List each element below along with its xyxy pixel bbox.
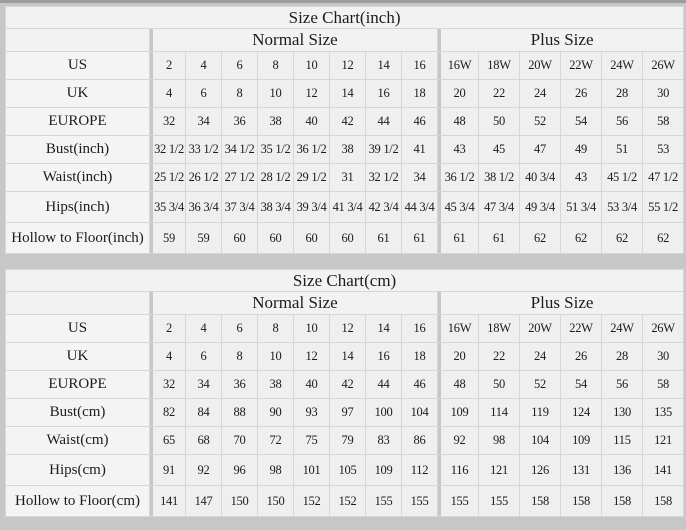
size-cell: 155 bbox=[479, 486, 519, 516]
size-cell: 91 bbox=[150, 455, 185, 485]
size-cell: 20W bbox=[520, 315, 560, 342]
table-row bbox=[6, 80, 683, 107]
size-cell: 26 1/2 bbox=[186, 164, 221, 191]
row-label: UK bbox=[6, 80, 149, 107]
size-cell: 30 bbox=[643, 80, 683, 107]
table-row bbox=[6, 427, 683, 454]
size-cell: 14 bbox=[366, 315, 401, 342]
size-cell: 52 bbox=[520, 371, 560, 398]
size-cell: 54 bbox=[561, 108, 601, 135]
size-cell: 158 bbox=[520, 486, 560, 516]
size-cell: 34 1/2 bbox=[222, 136, 257, 163]
size-cell: 25 1/2 bbox=[150, 164, 185, 191]
size-cell: 59 bbox=[186, 223, 221, 253]
size-cell: 51 bbox=[602, 136, 642, 163]
size-cell: 105 bbox=[330, 455, 365, 485]
size-cell: 58 bbox=[643, 108, 683, 135]
size-cell: 62 bbox=[561, 223, 601, 253]
table-row bbox=[6, 343, 683, 370]
size-cell: 16 bbox=[402, 315, 437, 342]
size-cell: 30 bbox=[643, 343, 683, 370]
size-cell: 38 bbox=[330, 136, 365, 163]
table-row bbox=[6, 164, 683, 191]
size-cell: 53 3/4 bbox=[602, 192, 642, 222]
size-cell: 22W bbox=[561, 52, 601, 79]
size-cell: 12 bbox=[294, 343, 329, 370]
size-cell: 49 bbox=[561, 136, 601, 163]
size-cell: 44 bbox=[366, 371, 401, 398]
size-cell: 92 bbox=[438, 427, 478, 454]
group-header-plus-size: Plus Size bbox=[438, 292, 683, 314]
size-cell: 26W bbox=[643, 315, 683, 342]
size-cell: 98 bbox=[479, 427, 519, 454]
group-header-normal-size: Normal Size bbox=[150, 292, 437, 314]
size-cell: 6 bbox=[186, 80, 221, 107]
size-cell: 75 bbox=[294, 427, 329, 454]
size-cell: 32 1/2 bbox=[150, 136, 185, 163]
size-cell: 158 bbox=[561, 486, 601, 516]
row-label: US bbox=[6, 315, 149, 342]
row-label: EUROPE bbox=[6, 371, 149, 398]
size-cell: 124 bbox=[561, 399, 601, 426]
size-cell: 97 bbox=[330, 399, 365, 426]
size-cell: 93 bbox=[294, 399, 329, 426]
table-title: Size Chart(inch) bbox=[6, 7, 683, 28]
size-cell: 62 bbox=[643, 223, 683, 253]
size-cell: 2 bbox=[150, 52, 185, 79]
table-row bbox=[6, 192, 683, 222]
size-cell: 82 bbox=[150, 399, 185, 426]
size-cell: 4 bbox=[186, 52, 221, 79]
size-cell: 48 bbox=[438, 371, 478, 398]
size-cell: 24 bbox=[520, 343, 560, 370]
size-cell: 90 bbox=[258, 399, 293, 426]
size-cell: 38 bbox=[258, 108, 293, 135]
row-label: UK bbox=[6, 343, 149, 370]
size-cell: 109 bbox=[438, 399, 478, 426]
size-cell: 62 bbox=[602, 223, 642, 253]
size-cell: 12 bbox=[294, 80, 329, 107]
size-cell: 92 bbox=[186, 455, 221, 485]
size-cell: 20 bbox=[438, 80, 478, 107]
size-cell: 4 bbox=[150, 343, 185, 370]
table-row bbox=[6, 371, 683, 398]
size-cell: 14 bbox=[330, 80, 365, 107]
size-cell: 131 bbox=[561, 455, 601, 485]
size-cell: 6 bbox=[222, 52, 257, 79]
size-cell: 39 3/4 bbox=[294, 192, 329, 222]
size-cell: 141 bbox=[150, 486, 185, 516]
size-cell: 44 bbox=[366, 108, 401, 135]
size-cell: 36 1/2 bbox=[438, 164, 478, 191]
size-cell: 22 bbox=[479, 80, 519, 107]
size-cell: 36 bbox=[222, 371, 257, 398]
table-row bbox=[6, 52, 683, 79]
size-cell: 36 3/4 bbox=[186, 192, 221, 222]
size-cell: 10 bbox=[294, 52, 329, 79]
size-cell: 41 3/4 bbox=[330, 192, 365, 222]
size-cell: 22W bbox=[561, 315, 601, 342]
table-row bbox=[6, 223, 683, 253]
table-row bbox=[6, 455, 683, 485]
size-cell: 16 bbox=[366, 343, 401, 370]
size-cell: 33 1/2 bbox=[186, 136, 221, 163]
size-cell: 8 bbox=[258, 315, 293, 342]
size-cell: 28 1/2 bbox=[258, 164, 293, 191]
size-cell: 4 bbox=[186, 315, 221, 342]
size-cell: 88 bbox=[222, 399, 257, 426]
size-cell: 136 bbox=[602, 455, 642, 485]
size-cell: 62 bbox=[520, 223, 560, 253]
size-cell: 44 3/4 bbox=[402, 192, 437, 222]
table-title: Size Chart(cm) bbox=[6, 270, 683, 291]
size-cell: 24W bbox=[602, 315, 642, 342]
size-cell: 58 bbox=[643, 371, 683, 398]
size-cell: 8 bbox=[222, 343, 257, 370]
size-cell: 20 bbox=[438, 343, 478, 370]
size-cell: 158 bbox=[643, 486, 683, 516]
size-cell: 10 bbox=[294, 315, 329, 342]
size-cell: 35 1/2 bbox=[258, 136, 293, 163]
size-cell: 42 3/4 bbox=[366, 192, 401, 222]
size-cell: 32 1/2 bbox=[366, 164, 401, 191]
size-cell: 150 bbox=[222, 486, 257, 516]
size-cell: 53 bbox=[643, 136, 683, 163]
size-cell: 16W bbox=[438, 315, 478, 342]
size-cell: 47 bbox=[520, 136, 560, 163]
size-cell: 20W bbox=[520, 52, 560, 79]
size-cell: 39 1/2 bbox=[366, 136, 401, 163]
size-cell: 18W bbox=[479, 52, 519, 79]
size-cell: 50 bbox=[479, 108, 519, 135]
size-cell: 98 bbox=[258, 455, 293, 485]
size-cell: 56 bbox=[602, 108, 642, 135]
size-cell: 61 bbox=[479, 223, 519, 253]
size-cell: 32 bbox=[150, 108, 185, 135]
size-cell: 54 bbox=[561, 371, 601, 398]
size-cell: 10 bbox=[258, 343, 293, 370]
row-label: Hollow to Floor(cm) bbox=[6, 486, 149, 516]
size-cell: 68 bbox=[186, 427, 221, 454]
table-row bbox=[6, 136, 683, 163]
size-cell: 38 1/2 bbox=[479, 164, 519, 191]
size-cell: 60 bbox=[222, 223, 257, 253]
size-cell: 70 bbox=[222, 427, 257, 454]
size-cell: 43 bbox=[438, 136, 478, 163]
size-cell: 16 bbox=[402, 52, 437, 79]
size-cell: 56 bbox=[602, 371, 642, 398]
group-header-row bbox=[6, 292, 683, 314]
size-cell: 40 bbox=[294, 108, 329, 135]
size-cell: 55 1/2 bbox=[643, 192, 683, 222]
size-cell: 61 bbox=[402, 223, 437, 253]
table-row bbox=[6, 486, 683, 516]
size-cell: 34 bbox=[402, 164, 437, 191]
table-row bbox=[6, 108, 683, 135]
title-row bbox=[6, 270, 683, 291]
size-cell: 50 bbox=[479, 371, 519, 398]
size-cell: 14 bbox=[330, 343, 365, 370]
size-cell: 155 bbox=[366, 486, 401, 516]
size-cell: 150 bbox=[258, 486, 293, 516]
size-cell: 26 bbox=[561, 343, 601, 370]
size-cell: 40 bbox=[294, 371, 329, 398]
size-cell: 72 bbox=[258, 427, 293, 454]
size-cell: 84 bbox=[186, 399, 221, 426]
size-cell: 47 1/2 bbox=[643, 164, 683, 191]
size-cell: 158 bbox=[602, 486, 642, 516]
size-cell: 38 bbox=[258, 371, 293, 398]
row-label: EUROPE bbox=[6, 108, 149, 135]
row-label: Hips(cm) bbox=[6, 455, 149, 485]
size-cell: 45 bbox=[479, 136, 519, 163]
size-cell: 28 bbox=[602, 343, 642, 370]
size-cell: 46 bbox=[402, 371, 437, 398]
size-cell: 141 bbox=[643, 455, 683, 485]
size-cell: 38 3/4 bbox=[258, 192, 293, 222]
size-cell: 37 3/4 bbox=[222, 192, 257, 222]
size-cell: 29 1/2 bbox=[294, 164, 329, 191]
size-cell: 2 bbox=[150, 315, 185, 342]
size-cell: 4 bbox=[150, 80, 185, 107]
size-cell: 61 bbox=[366, 223, 401, 253]
size-cell: 6 bbox=[222, 315, 257, 342]
size-chart-cm-table bbox=[5, 269, 684, 517]
size-cell: 51 3/4 bbox=[561, 192, 601, 222]
size-cell: 152 bbox=[330, 486, 365, 516]
size-cell: 43 bbox=[561, 164, 601, 191]
size-cell: 45 1/2 bbox=[602, 164, 642, 191]
size-cell: 86 bbox=[402, 427, 437, 454]
row-label: Hollow to Floor(inch) bbox=[6, 223, 149, 253]
size-cell: 96 bbox=[222, 455, 257, 485]
size-cell: 8 bbox=[222, 80, 257, 107]
size-cell: 52 bbox=[520, 108, 560, 135]
size-cell: 24 bbox=[520, 80, 560, 107]
size-cell: 60 bbox=[294, 223, 329, 253]
size-cell: 121 bbox=[479, 455, 519, 485]
size-cell: 41 bbox=[402, 136, 437, 163]
size-cell: 12 bbox=[330, 52, 365, 79]
group-header-row bbox=[6, 29, 683, 51]
size-cell: 34 bbox=[186, 108, 221, 135]
size-charts-container bbox=[0, 3, 686, 517]
size-cell: 48 bbox=[438, 108, 478, 135]
size-cell: 109 bbox=[366, 455, 401, 485]
size-cell: 155 bbox=[402, 486, 437, 516]
row-label: US bbox=[6, 52, 149, 79]
size-cell: 46 bbox=[402, 108, 437, 135]
size-cell: 60 bbox=[330, 223, 365, 253]
size-cell: 12 bbox=[330, 315, 365, 342]
size-cell: 18 bbox=[402, 80, 437, 107]
size-cell: 16W bbox=[438, 52, 478, 79]
size-cell: 47 3/4 bbox=[479, 192, 519, 222]
size-cell: 79 bbox=[330, 427, 365, 454]
size-cell: 126 bbox=[520, 455, 560, 485]
size-cell: 116 bbox=[438, 455, 478, 485]
size-cell: 26W bbox=[643, 52, 683, 79]
size-cell: 6 bbox=[186, 343, 221, 370]
size-chart-inch-table bbox=[5, 6, 684, 254]
size-cell: 28 bbox=[602, 80, 642, 107]
size-cell: 130 bbox=[602, 399, 642, 426]
size-cell: 109 bbox=[561, 427, 601, 454]
row-label: Waist(inch) bbox=[6, 164, 149, 191]
corner-cell bbox=[6, 292, 149, 314]
size-cell: 135 bbox=[643, 399, 683, 426]
size-cell: 16 bbox=[366, 80, 401, 107]
size-cell: 36 bbox=[222, 108, 257, 135]
size-cell: 112 bbox=[402, 455, 437, 485]
size-cell: 114 bbox=[479, 399, 519, 426]
size-cell: 59 bbox=[150, 223, 185, 253]
row-label: Waist(cm) bbox=[6, 427, 149, 454]
size-cell: 14 bbox=[366, 52, 401, 79]
group-header-plus-size: Plus Size bbox=[438, 29, 683, 51]
table-row bbox=[6, 399, 683, 426]
title-row bbox=[6, 7, 683, 28]
corner-cell bbox=[6, 29, 149, 51]
size-cell: 155 bbox=[438, 486, 478, 516]
size-cell: 31 bbox=[330, 164, 365, 191]
size-cell: 40 3/4 bbox=[520, 164, 560, 191]
size-cell: 42 bbox=[330, 371, 365, 398]
size-cell: 115 bbox=[602, 427, 642, 454]
size-cell: 18W bbox=[479, 315, 519, 342]
size-cell: 27 1/2 bbox=[222, 164, 257, 191]
size-cell: 104 bbox=[402, 399, 437, 426]
size-cell: 34 bbox=[186, 371, 221, 398]
size-cell: 36 1/2 bbox=[294, 136, 329, 163]
size-cell: 24W bbox=[602, 52, 642, 79]
table-row bbox=[6, 315, 683, 342]
size-cell: 60 bbox=[258, 223, 293, 253]
size-cell: 10 bbox=[258, 80, 293, 107]
size-cell: 32 bbox=[150, 371, 185, 398]
size-cell: 18 bbox=[402, 343, 437, 370]
size-cell: 22 bbox=[479, 343, 519, 370]
size-cell: 152 bbox=[294, 486, 329, 516]
size-cell: 100 bbox=[366, 399, 401, 426]
size-cell: 8 bbox=[258, 52, 293, 79]
size-cell: 42 bbox=[330, 108, 365, 135]
size-cell: 121 bbox=[643, 427, 683, 454]
size-cell: 104 bbox=[520, 427, 560, 454]
size-cell: 45 3/4 bbox=[438, 192, 478, 222]
size-cell: 61 bbox=[438, 223, 478, 253]
size-cell: 26 bbox=[561, 80, 601, 107]
size-cell: 83 bbox=[366, 427, 401, 454]
group-header-normal-size: Normal Size bbox=[150, 29, 437, 51]
size-cell: 101 bbox=[294, 455, 329, 485]
row-label: Bust(inch) bbox=[6, 136, 149, 163]
size-cell: 65 bbox=[150, 427, 185, 454]
size-cell: 35 3/4 bbox=[150, 192, 185, 222]
size-cell: 147 bbox=[186, 486, 221, 516]
row-label: Bust(cm) bbox=[6, 399, 149, 426]
row-label: Hips(inch) bbox=[6, 192, 149, 222]
size-cell: 119 bbox=[520, 399, 560, 426]
size-cell: 49 3/4 bbox=[520, 192, 560, 222]
